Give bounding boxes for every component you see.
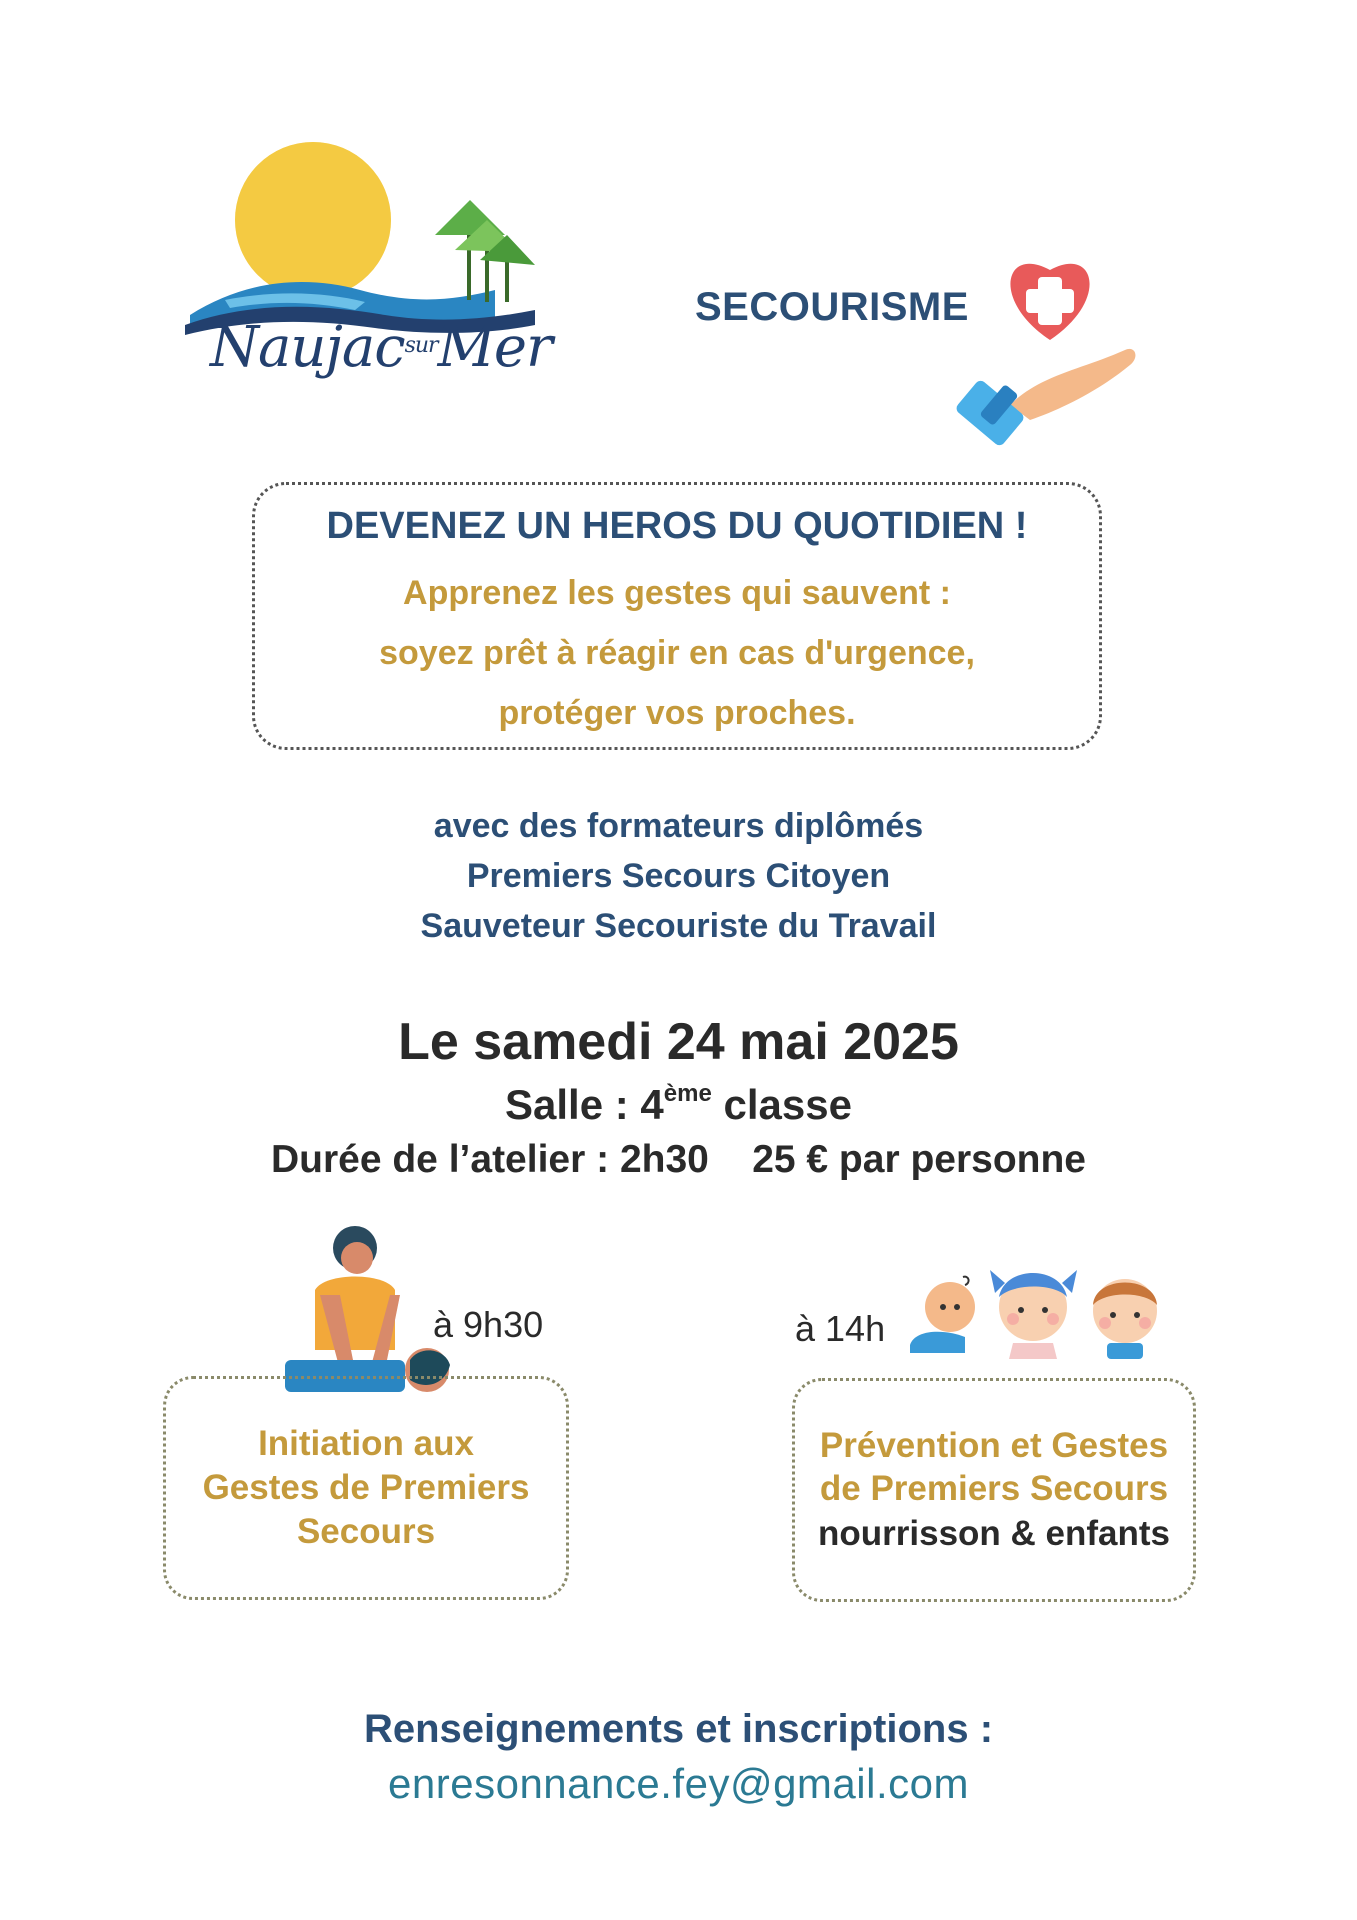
cpr-icon (285, 1220, 455, 1400)
heart-hand-icon (950, 245, 1140, 455)
trainers-line: avec des formateurs diplômés (433, 807, 924, 845)
logo-wordmark: Naujac$^{sur}$Mer (210, 315, 552, 380)
contact-email[interactable]: enresonnance.fey@gmail.com (388, 1760, 969, 1807)
session-title-line: Initiation aux (258, 1424, 474, 1464)
page-title: SECOURISME (695, 285, 969, 329)
tagline-line: protéger vos proches. (498, 694, 856, 732)
session-title-line: Gestes de Premiers (202, 1468, 530, 1508)
tagline-line: soyez prêt à réagir en cas d'urgence, (379, 634, 975, 672)
palm-trees-icon (435, 200, 535, 302)
session-time: à 9h30 (433, 1304, 544, 1345)
tagline-line: Apprenez les gestes qui sauvent : (403, 574, 951, 612)
session-card-morning (163, 1376, 569, 1600)
event-date: Le samedi 24 mai 2025 (398, 1013, 959, 1071)
session-subtitle: nourrisson & enfants (818, 1514, 1170, 1553)
session-title-line: Prévention et Gestes (819, 1425, 1169, 1465)
event-room: Salle : 4ème classe (505, 1080, 852, 1128)
trainers-line: Premiers Secours Citoyen (466, 857, 891, 895)
headline: DEVENEZ UN HEROS DU QUOTIDIEN ! (326, 505, 1028, 547)
session-title-line: Secours (296, 1511, 436, 1551)
session-title-line: de Premiers Secours (819, 1469, 1169, 1509)
contact-label: Renseignements et inscriptions : (363, 1707, 994, 1751)
session-time: à 14h (795, 1308, 886, 1349)
event-duration-price: Durée de l’atelier : 2h30 25 € par personne (270, 1138, 1086, 1181)
session-card-afternoon (792, 1378, 1196, 1602)
trainers-line: Sauveteur Secouriste du Travail (420, 907, 937, 945)
children-icon (905, 1255, 1170, 1360)
